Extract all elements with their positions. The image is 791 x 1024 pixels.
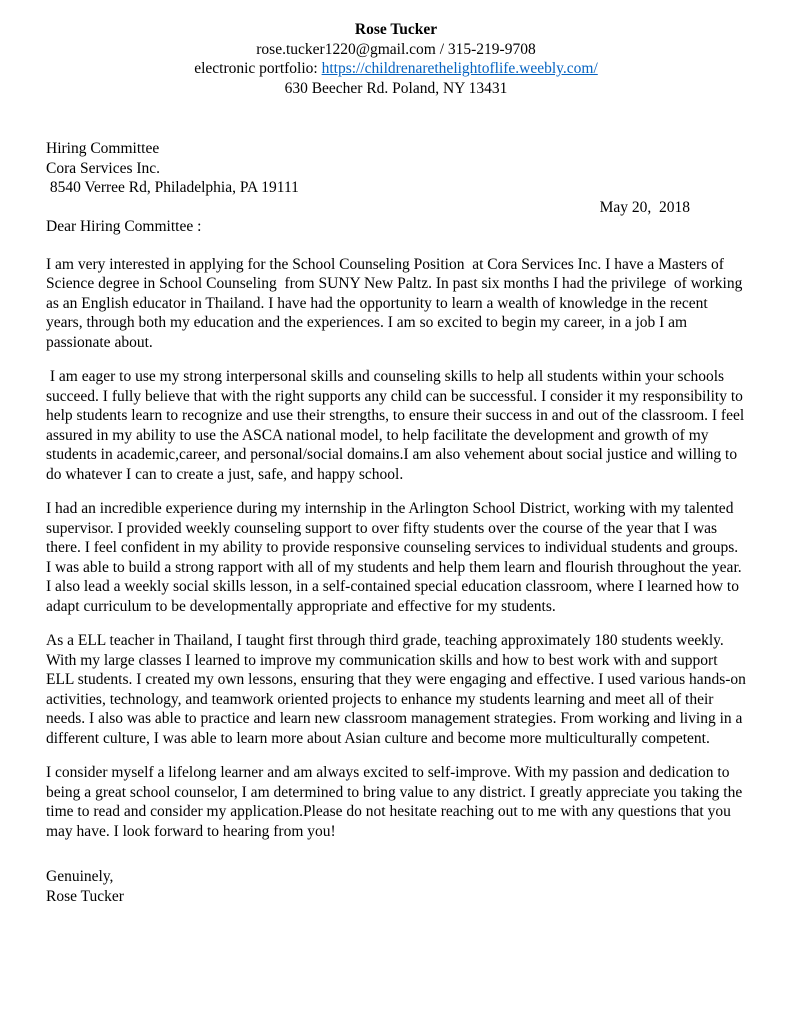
letter-paragraph: As a ELL teacher in Thailand, I taught first through third grade, teaching approximately 180 students weekly. With my large classes I learned to improve my communication skills and how to best work with and support ELL students. I created my own lessons, ensuring that they were engaging and effective. I used various hands-on activities, technology, and teamwork oriented projects to enhance my students learning and meet all of their needs. I also was able to practice and learn new classroom management strategies. From working and living in a different culture, I was able to learn more about Asian culture and become more multiculturally competent. xyxy=(46,632,750,747)
salutation: Dear Hiring Committee : xyxy=(46,218,202,235)
letter-paragraph: I am eager to use my strong interpersonal skills and counseling skills to help all students within your schools succeed. I fully believe that with the right supports any child can be successful. I consider it my responsibility to help students learn to recognize and use their strengths, to ensure their success in and out of the classroom. I feel assured in my ability to use the ASCA national model, to help facilitate the development and growth of my students in academic,career, and personal/social domains.I am also vehement about social justice and willing to do whatever I can to create a just, safe, and happy school. xyxy=(46,368,749,483)
portfolio-label: electronic portfolio: xyxy=(194,60,322,77)
portfolio-line xyxy=(46,59,746,79)
letter-paragraph: I consider myself a lifelong learner and am always excited to self-improve. With my passion and dedication to being a great school counselor, I am determined to bring value to any district. I greatly appreciate you taking the time to read and consider my application.Please do not hesitate reaching out to me with any questions that you may have. I look forward to hearing from you! xyxy=(46,764,747,840)
closing-block xyxy=(46,867,746,906)
letter-paragraph: I am very interested in applying for the School Counseling Position at Cora Services Inc. I have a Masters of Science degree in School Counseling from SUNY New Paltz. In past six months I had the privilege of working as an English educator in Thailand. I have had the opportunity to learn a wealth of knowledge in the recent years, through both my education and the experiences. I am so excited to begin my career, in a job I am passionate about. xyxy=(46,255,747,351)
recipient-block xyxy=(46,139,746,198)
recipient-name: Hiring Committee xyxy=(46,140,160,157)
sender-address: 630 Beecher Rd. Poland, NY 13431 xyxy=(284,79,508,97)
letter-paragraph: I had an incredible experience during my internship in the Arlington School District, working with my talented supervisor. I provided weekly counseling support to over fifty students over the course of the year that I was there. I feel confident in my ability to provide responsive counseling services to individual students and groups. I was able to build a strong rapport with all of my students and help them learn and flourish throughout the year. I also lead a weekly social skills lesson, in a self-contained special education classroom, where I learned how to adapt curriculum to be developmentally appropriate and effective for my students. xyxy=(46,500,746,615)
letter-header xyxy=(46,20,746,98)
signature-name: Rose Tucker xyxy=(46,887,124,905)
recipient-company: Cora Services Inc. xyxy=(46,159,161,177)
portfolio-link[interactable]: https://childrenarethelightoflife.weebly.com/ xyxy=(321,60,598,77)
closing-phrase: Genuinely, xyxy=(46,868,114,885)
sender-name: Rose Tucker xyxy=(354,21,438,38)
recipient-address: 8540 Verree Rd, Philadelphia, PA 19111 xyxy=(46,179,299,196)
letter-date: May 20, 2018 xyxy=(599,198,690,216)
sender-contact: rose.tucker1220@gmail.com / 315-219-9708 xyxy=(256,40,536,58)
